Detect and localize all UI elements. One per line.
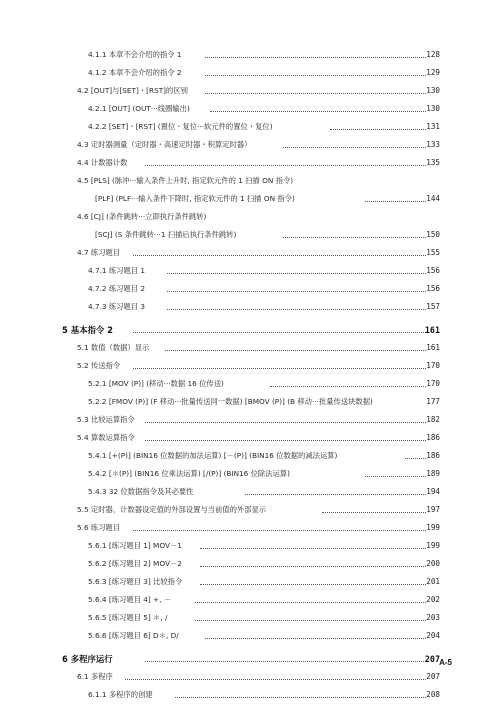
toc-entry-title: 5.4.3 32 位数据指令及其必要性 [88, 487, 194, 496]
leader-dots [200, 584, 426, 585]
toc-entry-page: 186 [426, 433, 440, 442]
toc-entry-title: 5.6.1 [练习题目 1] MOV－1 [88, 541, 182, 550]
toc-entry-title: 5.2.2 [FMOV (P)] (F 移动···批量传送同一数据) [BMOV (P)] (B 移动···批量传送块数据) [88, 397, 373, 406]
toc-entry[interactable] [0, 503, 499, 517]
toc-chapter-entry[interactable] [0, 323, 499, 337]
toc-entry-page: 204 [426, 631, 440, 640]
leader-dots [145, 422, 426, 423]
toc-entry[interactable] [0, 246, 499, 260]
leader-dots [175, 697, 426, 698]
leader-dots [167, 291, 426, 292]
leader-dots [245, 494, 426, 495]
toc-entry-page: 197 [426, 505, 440, 514]
toc-entry-title: 5.6 练习题目 [77, 523, 121, 532]
toc-entry-title: 4.1.1 本章不会介绍的指令 1 [88, 50, 182, 59]
toc-entry-title: 5.6.4 [练习题目 4] +, － [88, 595, 172, 604]
toc-entry-page: 203 [426, 613, 440, 622]
leader-dots [133, 368, 426, 369]
toc-entry-title: 5.3 比较运算指令 [77, 415, 135, 424]
leader-dots [145, 440, 426, 441]
leader-dots [283, 237, 426, 238]
toc-entry-page: 128 [426, 50, 440, 59]
leader-dots [205, 638, 426, 639]
toc-entry-title: 5.4.1 [+(P)] (BIN16 位数据的加法运算) [－(P)] (BIN16 位数据的减法运算) [88, 451, 338, 460]
leader-dots [210, 111, 426, 112]
toc-entry[interactable] [0, 521, 499, 535]
toc-entry-page: 157 [426, 302, 440, 311]
toc-entry[interactable] [0, 300, 499, 314]
toc-entry[interactable] [0, 467, 499, 481]
toc-entry-page: 144 [426, 194, 440, 203]
toc-entry-title: 5.6.2 [练习题目 2] MOV－2 [88, 559, 182, 568]
leader-dots [205, 93, 426, 94]
toc-entry-page: 129 [426, 68, 440, 77]
toc-entry-title: 4.2.2 [SET]・[RST] (置位・复位···软元件的置位・复位) [88, 122, 273, 131]
toc-entry-title: 4.7 练习题目 [77, 248, 121, 257]
toc-entry[interactable] [0, 192, 499, 206]
toc-entry-title: 4.6 [CJ] (条件跳转···立即执行条件跳转) [77, 212, 207, 221]
toc-entry[interactable] [0, 431, 499, 445]
toc-entry[interactable] [0, 282, 499, 296]
toc-entry[interactable] [0, 48, 499, 62]
toc-entry[interactable] [0, 84, 499, 98]
leader-dots [205, 57, 426, 58]
leader-dots [145, 661, 426, 662]
toc-entry-page: 161 [424, 325, 440, 335]
toc-entry-page: 170 [426, 379, 440, 388]
toc-entry-title: 4.5 [PLS] (脉冲···输入条件上升时, 指定软元件的 1 扫描 ON 指令) [77, 176, 294, 185]
toc-entry-title: 5 基本指令 2 [62, 325, 113, 335]
toc-entry-title: 4.2 [OUT]与[SET]・[RST]的区别 [77, 86, 188, 95]
leader-dots [195, 602, 426, 603]
toc-entry-title: 4.7.2 练习题目 2 [88, 284, 146, 293]
leader-dots [283, 147, 426, 148]
toc-entry[interactable] [0, 688, 499, 702]
toc-entry-title: [PLF] (PLF···输入条件下降时, 指定软元件的 1 扫描 ON 指令) [95, 194, 295, 203]
toc-entry[interactable] [0, 341, 499, 355]
toc-entry[interactable] [0, 156, 499, 170]
toc-entry[interactable] [0, 359, 499, 373]
toc-entry-title: 6.1.1 多程序的创建 [88, 690, 153, 699]
toc-entry[interactable] [0, 539, 499, 553]
toc-entry[interactable] [0, 413, 499, 427]
toc-entry[interactable] [0, 629, 499, 643]
toc-entry-title: 4.3 定时器测量（定时器・高速定时器・积算定时器） [77, 140, 252, 149]
toc-entry[interactable] [0, 449, 499, 463]
toc-entry[interactable] [0, 228, 499, 242]
toc-entry-page: 202 [426, 595, 440, 604]
toc-entry-title: 6 多程序运行 [62, 654, 113, 664]
footer-page-label: A-5 [439, 658, 452, 667]
leader-dots [165, 350, 426, 351]
leader-dots [322, 512, 426, 513]
toc-entry[interactable] [0, 174, 499, 188]
toc-entry[interactable] [0, 120, 499, 134]
toc-entry-title: 4.7.3 练习题目 3 [88, 302, 146, 311]
toc-entry-page: 150 [426, 230, 440, 239]
toc-entry-page: 208 [426, 690, 440, 699]
toc-entry-page: 133 [426, 140, 440, 149]
toc-entry-page: 182 [426, 415, 440, 424]
toc-entry-title: 5.4.2 [＊(P)] (BIN16 位乘法运算) [/(P)] (BIN16 位除法运算) [88, 469, 290, 478]
toc-entry[interactable] [0, 557, 499, 571]
toc-entry-title: 6.1 多程序 [77, 672, 113, 681]
toc-entry-title: 5.6.5 [练习题目 5] ＊, / [88, 613, 168, 622]
toc-entry-page: 177 [426, 397, 440, 406]
toc-entry-page: 155 [426, 248, 440, 257]
toc-entry-title: 5.5 定时器、计数器设定值的外部设置与当前值的外部显示 [77, 505, 267, 514]
toc-entry[interactable] [0, 485, 499, 499]
leader-dots [133, 255, 426, 256]
leader-dots [145, 165, 426, 166]
leader-dots [270, 386, 426, 387]
leader-dots [200, 566, 426, 567]
leader-dots [330, 129, 426, 130]
toc-entry[interactable] [0, 138, 499, 152]
toc-entry[interactable] [0, 102, 499, 116]
toc-entry-page: 207 [426, 672, 440, 681]
toc-entry-page: 156 [426, 284, 440, 293]
toc-entry-title: 4.7.1 练习题目 1 [88, 266, 146, 275]
toc-entry[interactable] [0, 210, 499, 224]
toc-entry[interactable] [0, 593, 499, 607]
toc-entry-title: 5.2 传送指令 [77, 361, 121, 370]
toc-entry-title: 4.1.2 本章不会介绍的指令 2 [88, 68, 182, 77]
toc-entry-title: 5.4 算数运算指令 [77, 433, 135, 442]
toc-entry-title: 5.6.6 [练习题目 6] D＊, D/ [88, 631, 179, 640]
toc-entry[interactable] [0, 575, 499, 589]
toc-entry-page: 200 [426, 559, 440, 568]
toc-entry-page: 161 [426, 343, 440, 352]
toc-entry-page: 194 [426, 487, 440, 496]
leader-dots [133, 530, 426, 531]
toc-chapter-entry[interactable] [0, 652, 499, 666]
toc-entry-page: 199 [426, 523, 440, 532]
toc-entry[interactable] [0, 670, 499, 684]
leader-dots [125, 679, 426, 680]
leader-dots [205, 75, 426, 76]
toc-entry-page: 130 [426, 104, 440, 113]
toc-entry-title: 4.4 计数器计数 [77, 158, 128, 167]
leader-dots [167, 273, 426, 274]
toc-entry-title: [SCJ] (S 条件跳转···1 扫描后执行条件跳转) [95, 230, 237, 239]
toc-entry-page: 201 [426, 577, 440, 586]
toc-entry[interactable] [0, 377, 499, 391]
toc-entry-page: 186 [426, 451, 440, 460]
toc-entry[interactable] [0, 66, 499, 80]
leader-dots [133, 332, 426, 333]
toc-entry-page: 131 [426, 122, 440, 131]
toc-entry[interactable] [0, 395, 499, 409]
toc-entry[interactable] [0, 611, 499, 625]
leader-dots [405, 458, 426, 459]
leader-dots [167, 309, 426, 310]
toc-entry-page: 156 [426, 266, 440, 275]
toc-entry-page: 189 [426, 469, 440, 478]
leader-dots [195, 620, 426, 621]
toc-entry-title: 5.6.3 [练习题目 3] 比较指令 [88, 577, 183, 586]
toc-entry-page: 170 [426, 361, 440, 370]
toc-entry-page: 135 [426, 158, 440, 167]
toc-entry-page: 199 [426, 541, 440, 550]
leader-dots [365, 201, 426, 202]
leader-dots [200, 548, 426, 549]
toc-entry-page: 130 [426, 86, 440, 95]
toc-entry-title: 4.2.1 [OUT] (OUT···线圈输出) [88, 104, 190, 113]
toc-entry-page: 207 [424, 654, 440, 664]
toc-entry-title: 5.1 数值（数据）显示 [77, 343, 150, 352]
toc-entry-title: 5.2.1 [MOV (P)] (移动···数据 16 位传送) [88, 379, 224, 388]
toc-entry[interactable] [0, 264, 499, 278]
leader-dots [365, 476, 426, 477]
